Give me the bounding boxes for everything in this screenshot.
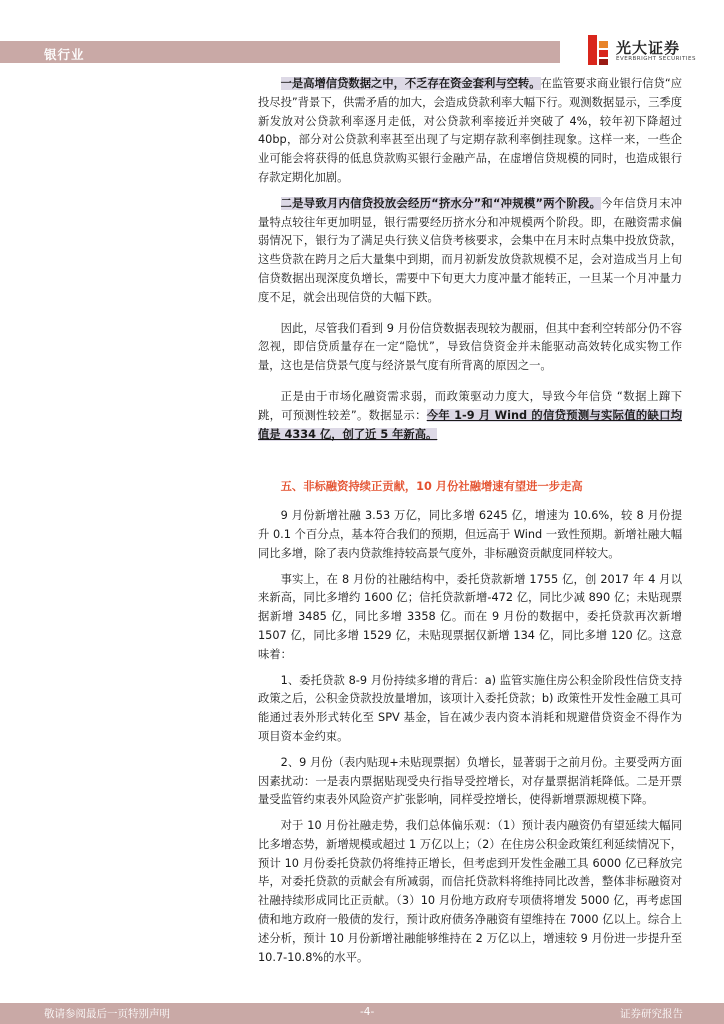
paragraph-5: 9 月份新增社融 3.53 万亿，同比多增 6245 亿，增速为 10.6%，较 8 月份提升 0.1 个百分点，基本符合我们的预期，但远高于 Wind 一致性预期。新增社融大幅同比多增，除了表内贷款维持较高景气度外，非标融资贡献度同样较大。: [258, 509, 682, 560]
paragraph-2-lead: 二是导致月内信贷投放会经历“挤水分”和“冲规模”两个阶段。: [280, 196, 602, 210]
paragraph-7: 1、委托贷款 8-9 月份持续多增的背后：a) 监管实施住房公积金阶段性信贷支持政策之后，公积金贷款投放量增加，该项计入委托贷款；b) 政策性开发性金融工具可能通过表外形式转化至 SPV 基金，旨在减少表内资本消耗和规避借贷资金不得作为项目资本金约束。: [258, 673, 682, 743]
paragraph-4-body: 正是由于市场化融资需求弱，而政策驱动力度大，导致今年信贷 “数据上蹿下跳，可预测性较差”。数据显示：: [258, 389, 682, 422]
paragraph-2-body: 今年信贷月末冲量特点较往年更加明显，银行需要经历挤水分和冲规模两个阶段。即，在融资需求偏弱情况下，银行为了满足央行狭义信贷考核要求，会集中在月末时点集中投放贷款，这些贷款在跨月之后大量集中到期，而月初新发放贷款规模不足，会对造成当月上旬信贷数据出现深度负增长，需要中下旬更大力度冲量才能转正，一旦某一个月冲量力度不足，就会出现信贷的大幅下跌。: [258, 196, 682, 304]
logo-subtext: EVERBRIGHT SECURITIES: [616, 56, 696, 62]
paragraph-1: [258, 75, 682, 188]
everbright-logo-icon: [586, 33, 610, 67]
paragraph-8: 2、9 月份（表内贴现+未贴现票据）负增长，显著弱于之前月份。主要受两方面因素扰动：一是表内票据贴现受央行指导受控增长，对存量票据消耗降低。二是开票量受监管约束表外风险资产扩张影响，同样受控增长，使得新增票源规模下降。: [258, 755, 682, 807]
report-type: 证券研究报告: [620, 1008, 683, 1020]
logo: [586, 33, 696, 69]
paragraph-9: 对于 10 月份社融走势，我们总体偏乐观：（1）预计表内融资仍有望延续大幅同比多增态势，新增规模或超过 1 万亿以上；（2）在住房公积金政策红利延续情况下，预计 10 月份委托贷款仍将维持正增长，但考虑到开发性金融工具 6000 亿已释放完毕，对委托贷款的贡献会有所减弱，而信托贷款料将维持同比改善，整体非标融资对社融持续形成同比正贡献。（3）10 月份地方政府专项债将增发 5000 亿，再考虑国债和地方政府一般债的发行，预计政府债务净融资有望维持在 7000 亿以上。综合上述分析，预计 10 月份新增社融能够维持在 2 万亿以上，增速较 9 月份进一步提升至 10.7-10.8%的水平。: [258, 819, 682, 964]
sector-label: 银行业: [44, 47, 85, 62]
report-body: [258, 75, 682, 967]
page-number: -4-: [360, 1006, 375, 1018]
disclaimer-link: 敬请参阅最后一页特别声明: [44, 1008, 170, 1020]
logo-text: 光大证券: [616, 39, 681, 57]
paragraph-4: [258, 388, 682, 444]
paragraph-1-lead: 一是高增信贷数据之中，不乏存在资金套利与空转。: [280, 77, 541, 90]
paragraph-4-highlight: 今年 1-9 月 Wind 的信贷预测与实际值的缺口均值是 4334 亿，创了近 5 年新高。: [258, 408, 682, 441]
paragraph-3: 因此，尽管我们看到 9 月份信贷数据表现较为靓丽，但其中套利空转部分仍不容忽视，即信贷质量存在一定“隐忧”，导致信贷资金并未能驱动高效转化成实物工作量，这也是信贷景气度与经济景气度有所背离的原因之一。: [258, 321, 682, 373]
paragraph-1-body: 在监管要求商业银行信贷“应投尽投”背景下，供需矛盾的加大，会造成贷款利率大幅下行。观测数据显示，三季度新发放对公贷款利率逐月走低，对公贷款利率接近并突破了 4%，较年初下降超过 40bp，部分对公贷款利率甚至出现了与定期存款利率倒挂现象。这样一来，一些企业可能会将获得的低息贷款购买银行金融产品，在虚增信贷规模的同时，也造成银行存款定期化加剧。: [258, 77, 682, 184]
paragraph-6: 事实上，在 8 月份的社融结构中，委托贷款新增 1755 亿，创 2017 年 4 月以来新高，同比多增约 1600 亿；信托贷款新增-472 亿，同比少减 890 亿；未贴现票据新增 3485 亿，同比多增 3358 亿。而在 9 月份的数据中，委托贷款再次新增 1507 亿，同比多增 1529 亿，未贴现票据仅新增 134 亿，同比多增 120 亿。这意味着：: [258, 572, 682, 661]
section-title: 五、非标融资持续正贡献，10 月份社融增速有望进一步走高: [280, 480, 583, 494]
paragraph-2: [258, 195, 682, 308]
